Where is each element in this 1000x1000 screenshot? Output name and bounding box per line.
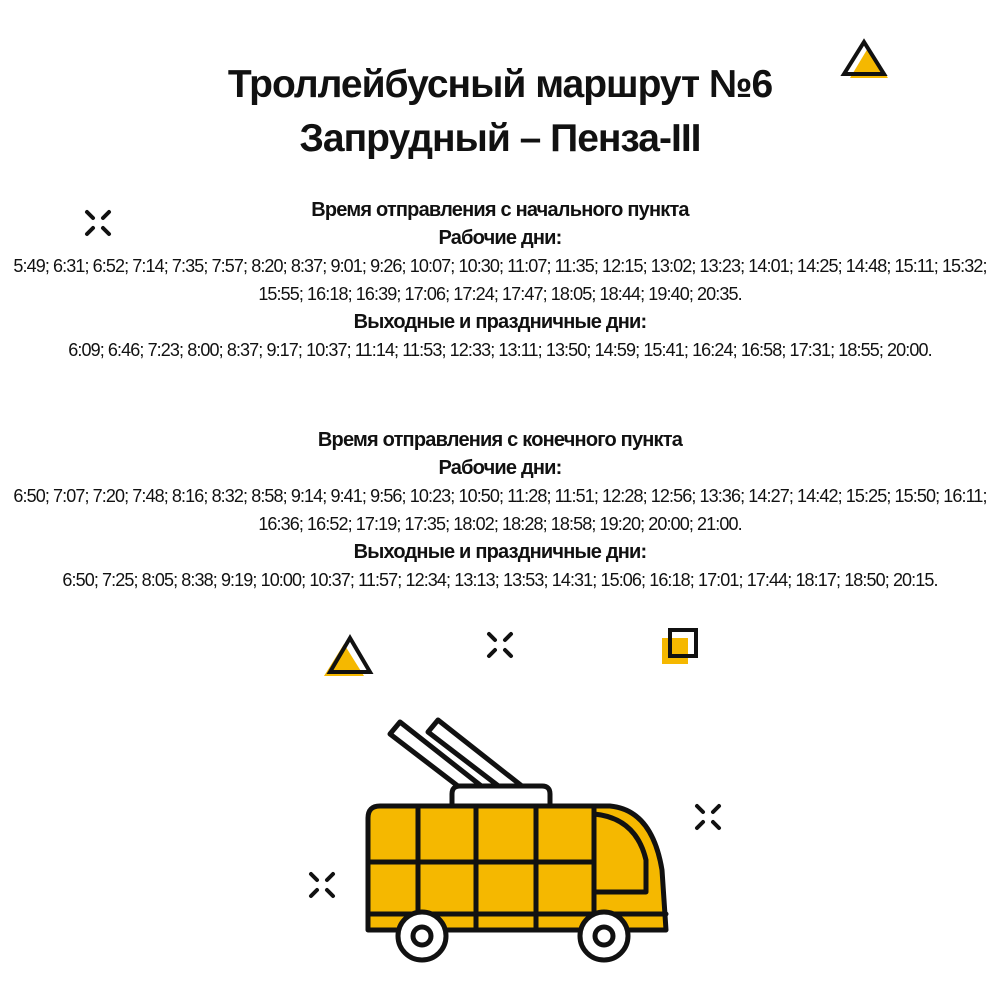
section-heading: Время отправления с начального пункта <box>311 199 689 221</box>
weekdays-label: Рабочие дни: <box>438 227 562 249</box>
sparkle-icon <box>482 628 518 662</box>
route-title: Троллейбусный маршрут №6 <box>227 63 773 106</box>
schedule-from-end <box>10 426 990 594</box>
route-endpoints: Запрудный – Пенза-III <box>299 117 701 160</box>
sparkle-icon <box>80 206 116 240</box>
section-heading: Время отправления с конечного пункта <box>317 429 683 451</box>
weekdays-times: 6:50; 7:07; 7:20; 7:48; 8:16; 8:32; 8:58; 9:14; 9:41; 9:56; 10:23; 10:50; 11:28; 11:51; 12:28; 12:56; 13:36; 14:27; 14:42; 15:25; 15:50; 16:11; 16:36; 16:52; 17:19; 17:35; 18:02; 18:28; 18:58; 19:20; 20:00; 21:00. <box>13 486 987 534</box>
weekends-label: Выходные и праздничные дни: <box>353 541 647 563</box>
sparkle-icon <box>690 800 726 834</box>
triangle-icon <box>318 628 376 682</box>
trolleybus-icon <box>356 710 686 990</box>
triangle-icon <box>838 34 894 84</box>
square-icon <box>656 624 706 670</box>
weekdays-times: 5:49; 6:31; 6:52; 7:14; 7:35; 7:57; 8:20; 8:37; 9:01; 9:26; 10:07; 10:30; 11:07; 11:35; 12:15; 13:02; 13:23; 14:01; 14:25; 14:48; 15:11; 15:32; 15:55; 16:18; 16:39; 17:06; 17:24; 17:47; 18:05; 18:44; 19:40; 20:35. <box>13 256 987 304</box>
weekends-times: 6:50; 7:25; 8:05; 8:38; 9:19; 10:00; 10:37; 11:57; 12:34; 13:13; 13:53; 14:31; 15:06; 16:18; 17:01; 17:44; 18:17; 18:50; 20:15. <box>62 570 938 590</box>
schedule-from-start <box>10 196 990 364</box>
sparkle-icon <box>304 868 340 902</box>
weekends-times: 6:09; 6:46; 7:23; 8:00; 8:37; 9:17; 10:37; 11:14; 11:53; 12:33; 13:11; 13:50; 14:59; 15:41; 16:24; 16:58; 17:31; 18:55; 20:00. <box>68 340 932 360</box>
weekends-label: Выходные и праздничные дни: <box>353 311 647 333</box>
weekdays-label: Рабочие дни: <box>438 457 562 479</box>
